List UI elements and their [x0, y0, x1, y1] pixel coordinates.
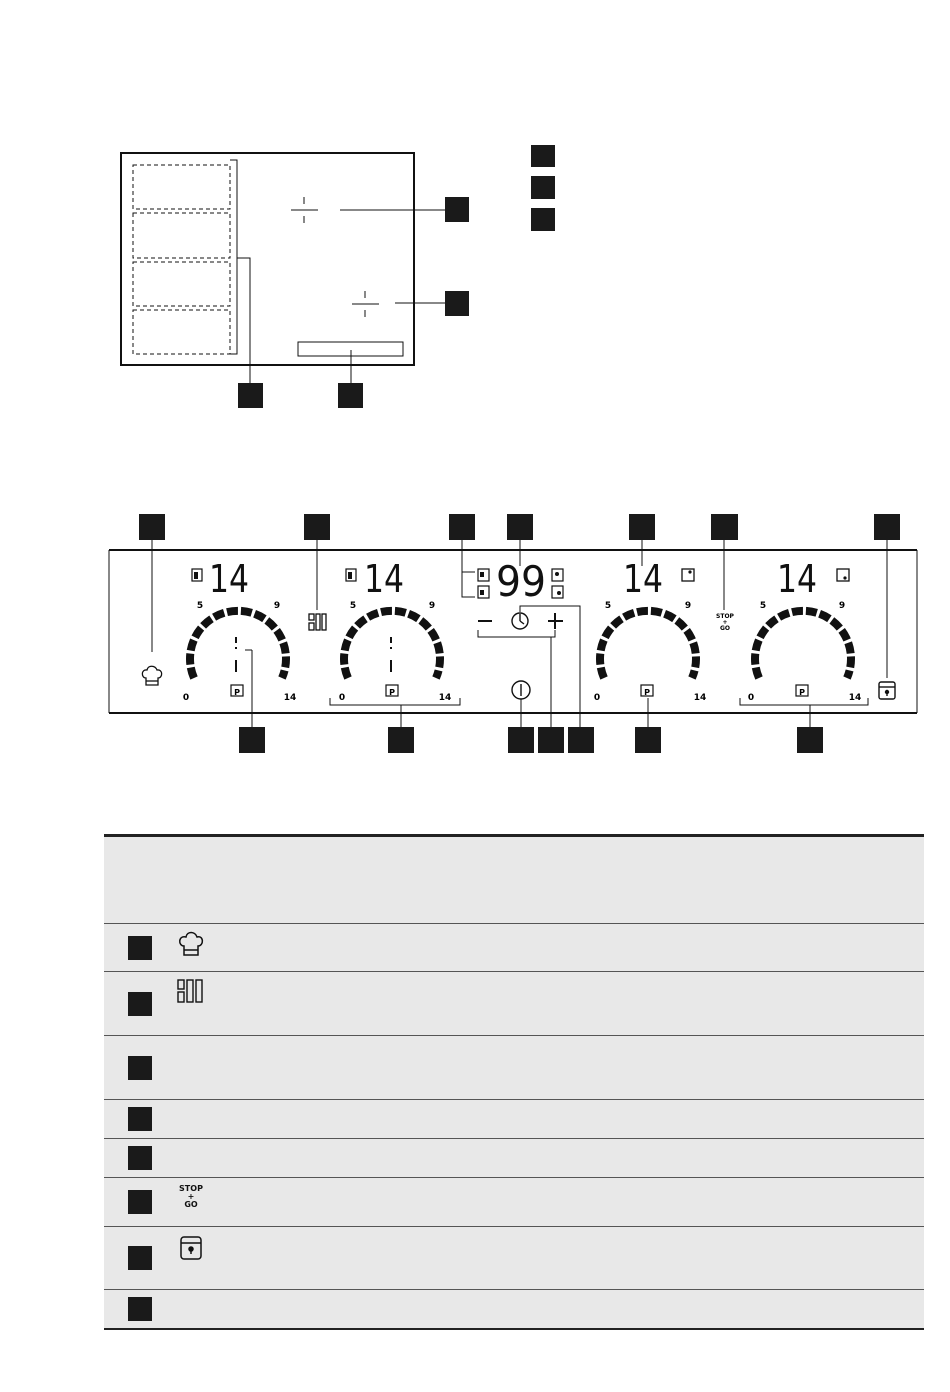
- zone-4-boost-label: P: [799, 688, 805, 697]
- zone-4-power-dial[interactable]: [755, 611, 851, 678]
- scale-label-9: 9: [428, 601, 436, 611]
- zone-2-indicator-icon: [346, 569, 356, 581]
- table-row: [104, 924, 924, 972]
- bottom-callouts: [239, 727, 823, 753]
- legend-table: [104, 834, 924, 1330]
- zone-4-indicator-icon: [837, 569, 849, 581]
- svg-text:GO: GO: [719, 625, 731, 632]
- scale-label-0: 0: [747, 693, 755, 703]
- table-row: [104, 1227, 924, 1290]
- scale-label-5: 5: [349, 601, 357, 611]
- timer-zone-indicator-top-right: [552, 569, 563, 581]
- scale-label-0: 0: [593, 693, 601, 703]
- zone-1-display: 14: [209, 557, 249, 601]
- zone-3-boost-label: P: [644, 688, 650, 697]
- zone-1-indicator-icon: [192, 569, 202, 581]
- bridge-zones-icon[interactable]: [309, 614, 326, 630]
- chef-hat-icon[interactable]: [142, 666, 161, 685]
- timer-zone-indicator-bottom-right: [552, 586, 563, 598]
- stop-go-button[interactable]: [716, 613, 735, 632]
- svg-text:STOP: STOP: [716, 613, 734, 620]
- row-marker: [128, 1297, 152, 1321]
- table-row: [104, 1139, 924, 1178]
- scale-label-5: 5: [759, 601, 767, 611]
- table-row: [104, 1290, 924, 1329]
- row-marker: [128, 936, 152, 960]
- zone-3-control: [594, 557, 706, 727]
- zone-3-power-dial[interactable]: [600, 611, 696, 678]
- timer-plus-button[interactable]: [548, 613, 563, 629]
- timer-clock-icon[interactable]: [512, 613, 528, 629]
- table-row: [104, 1100, 924, 1139]
- lock-icon[interactable]: [879, 682, 895, 699]
- scale-label-5: 5: [604, 601, 612, 611]
- stop-go-icon: STOP + GO: [179, 1184, 203, 1209]
- scale-label-14: 14: [848, 693, 862, 703]
- scale-label-9: 9: [684, 601, 692, 611]
- row-marker: [128, 1190, 152, 1214]
- zone-2-boost-label: P: [389, 688, 395, 697]
- table-row: [104, 972, 924, 1036]
- row-marker: [128, 1107, 152, 1131]
- table-header: [104, 836, 924, 924]
- row-marker: [128, 1056, 152, 1080]
- table-row: [104, 1178, 924, 1227]
- timer-control: [478, 557, 580, 727]
- svg-text:+: +: [722, 619, 728, 626]
- scale-label-0: 0: [182, 693, 190, 703]
- scale-label-14: 14: [693, 693, 707, 703]
- lock-icon: [176, 1233, 206, 1263]
- timer-display: 99: [496, 557, 546, 606]
- zone-1-boost-label: P: [234, 688, 240, 697]
- zone-1-control: [142, 557, 296, 727]
- zone-3-display: 14: [623, 557, 663, 601]
- zone-2-display: 14: [364, 557, 404, 601]
- bridge-zones-icon: [176, 978, 206, 1008]
- zone-1-power-dial[interactable]: [190, 611, 286, 678]
- row-marker: [128, 992, 152, 1016]
- power-on-off-icon[interactable]: [512, 681, 530, 699]
- scale-label-9: 9: [838, 601, 846, 611]
- scale-label-0: 0: [338, 693, 346, 703]
- row-marker: [128, 1146, 152, 1170]
- timer-zone-indicator-bottom-left: [478, 586, 489, 598]
- scale-label-14: 14: [438, 693, 452, 703]
- zone-2-control: [330, 557, 460, 727]
- table-row: [104, 1036, 924, 1100]
- timer-zone-indicator-top-left: [478, 569, 489, 581]
- zone-4-display: 14: [777, 557, 817, 601]
- chef-hat-icon: [176, 929, 206, 959]
- scale-label-9: 9: [273, 601, 281, 611]
- scale-label-14: 14: [283, 693, 297, 703]
- zone-3-indicator-icon: [682, 569, 694, 581]
- row-marker: [128, 1246, 152, 1270]
- zone-4-control: [740, 557, 868, 727]
- scale-label-5: 5: [196, 601, 204, 611]
